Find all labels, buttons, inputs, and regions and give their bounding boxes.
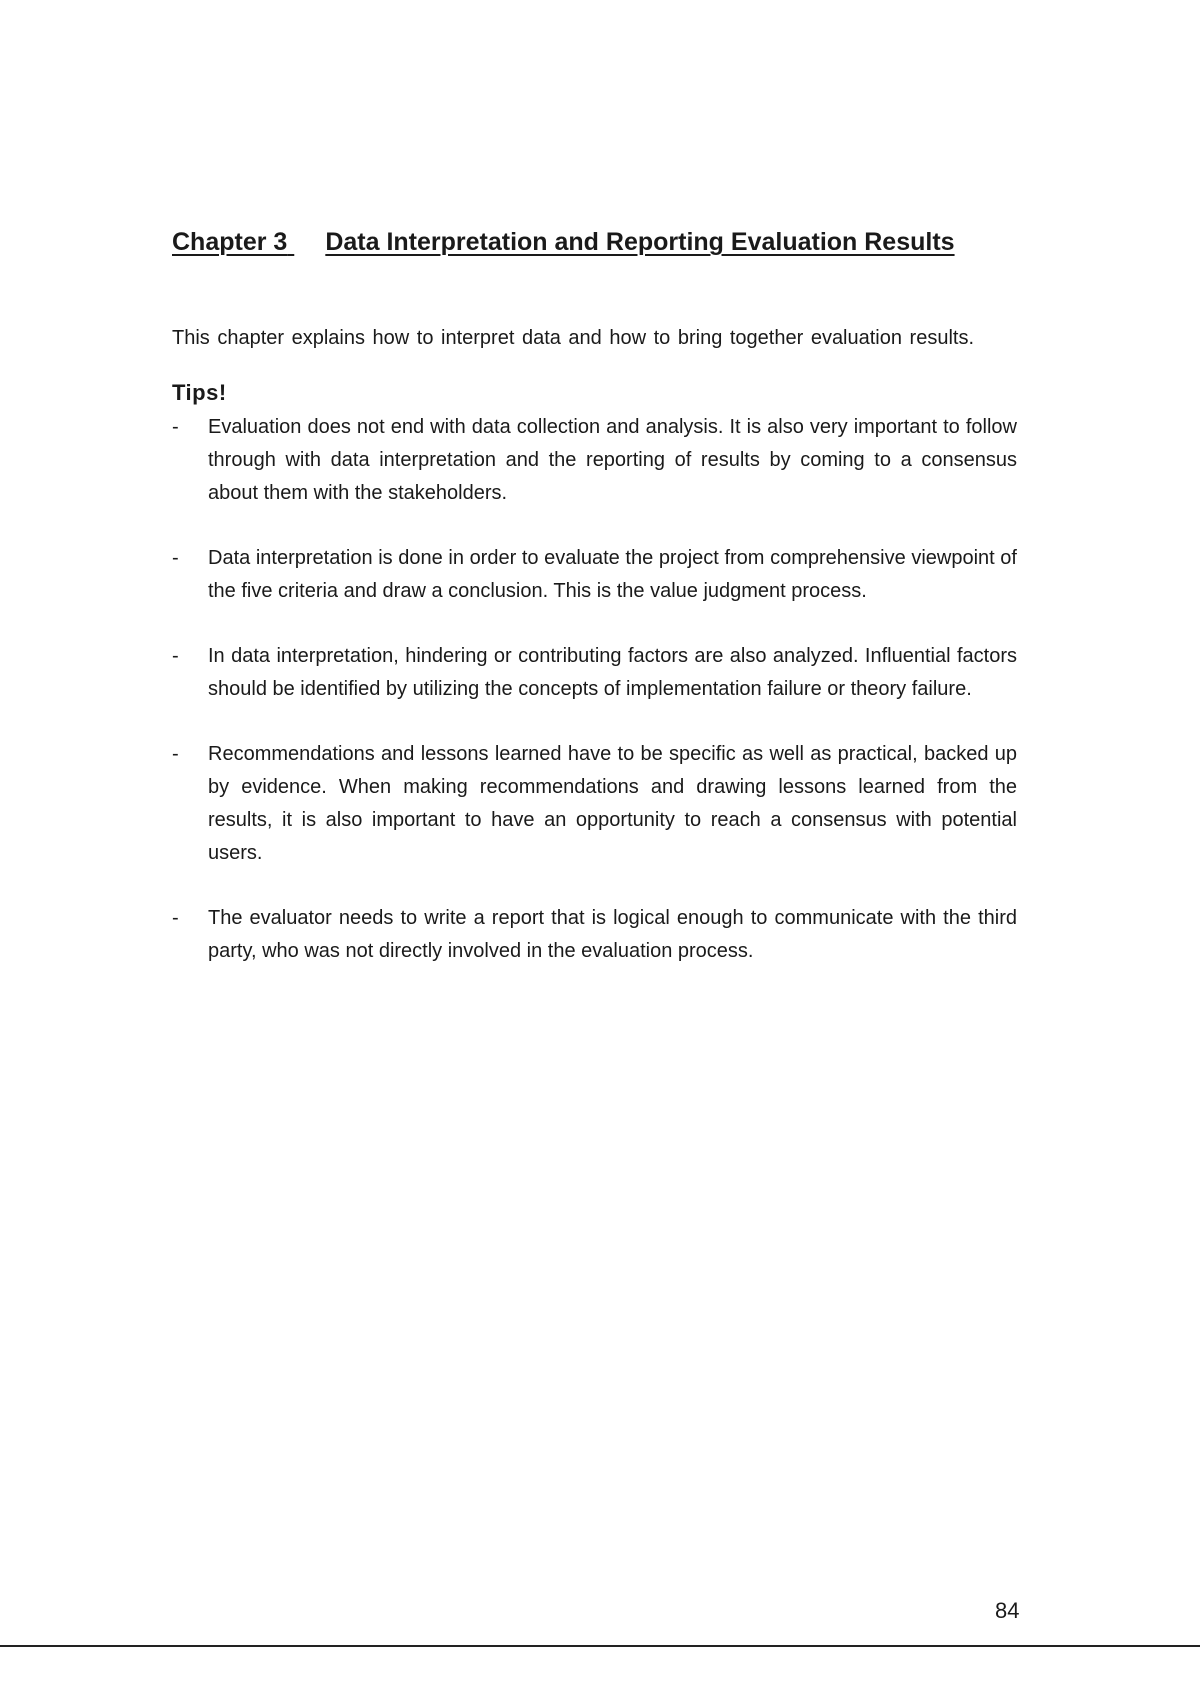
tip-text: Data interpretation is done in order to evaluate the project from comprehensive viewpoint of the five criteria and draw a conclusion. This is the value judgment process. [208,547,1017,602]
chapter-heading-gap [287,210,325,274]
tip-text: Evaluation does not end with data collection and analysis. It is also very important to follow through with data interpretation and the reporting of results by coming to a consensus about them with the stakeholders. [208,416,1017,504]
tip-bullet: - [172,907,179,929]
tips-heading: Tips! [172,380,227,405]
tip-text: In data interpretation, hindering or contributing factors are also analyzed. Influential factors should be identified by utilizing the concepts of implementation failure or theory failure. [208,645,1017,700]
footer-rule [0,1645,1200,1647]
tip-item [172,902,1017,968]
chapter-heading [172,210,1017,274]
tip-bullet: - [172,416,179,438]
tips-list [172,411,1017,968]
tip-item [172,542,1017,608]
tip-item [172,640,1017,706]
tip-item [172,738,1017,870]
page-number: 84 [995,1598,1020,1623]
tip-item [172,411,1017,510]
tip-text: The evaluator needs to write a report that is logical enough to communicate with the third party, who was not directly involved in the evaluation process. [208,907,1017,962]
tip-bullet: - [172,547,179,569]
page-content [172,210,1017,1000]
tip-bullet: - [172,743,179,765]
chapter-label: Chapter 3 [172,228,288,256]
chapter-title: Data Interpretation and Reporting Evaluation Results [325,228,955,256]
tip-text: Recommendations and lessons learned have to be specific as well as practical, backed up by evidence. When making recommendations and drawing lessons learned from the results, it is also important to have an opportunity to reach a consensus with potential users. [208,743,1017,864]
chapter-intro: This chapter explains how to interpret data and how to bring together evaluation results. [172,327,975,349]
tip-bullet: - [172,645,179,667]
